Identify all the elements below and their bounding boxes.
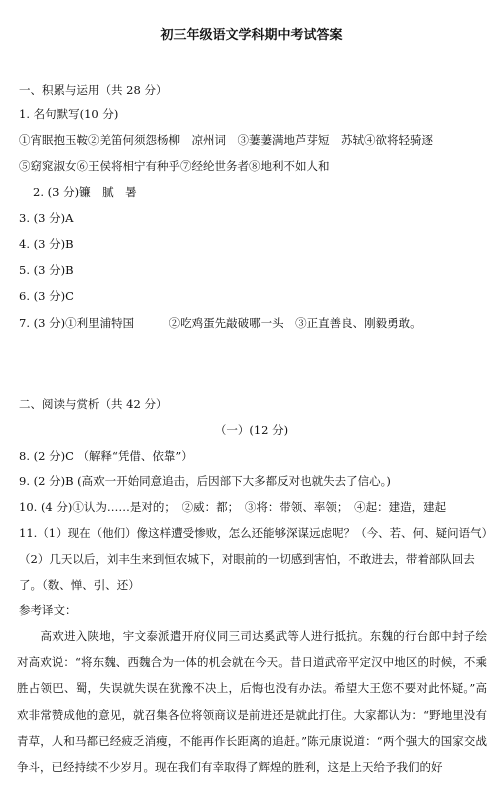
subsection-heading: （一）(12 分) xyxy=(214,423,289,437)
q8-answer: 8. (2 分)C （解释“凭借、依靠”） xyxy=(19,449,193,463)
q1-answer-line2: ⑤窈窕淑女⑥王侯将相宁有种乎⑦经纶世务者⑧地利不如人和 xyxy=(19,159,330,173)
reference-translation-text: 高欢进入陕地，宇文泰派遣开府仪同三司达奚武等人进行抵抗。东魏的行台郎中封子绘对高欢说：“将东魏、西魏合为一体的机会就在今天。昔日道武帝平定汉中地区的时候，不乘胜占领巴、蜀，失误就失误在犹豫不决上，后悔也没有办法。希望大王您不要对此怀疑。”高欢非常赞成他的意见，就召集各位将领商议是前进还是就此打住。大家都认为：“野地里没有青草，人和马都已经疲乏消瘦，不能再作长距离的追赶。”陈元康说道：“两个强大的国家交战争斗，已经持续不少岁月。现在我们有幸取得了辉煌的胜利，这是上天给予我们的好 xyxy=(17,629,487,775)
section1-heading: 一、积累与运用（共 28 分） xyxy=(19,83,168,97)
q7-answer: 7. (3 分)①利里浦特国 ②吃鸡蛋先敲破哪一头 ③正直善良、刚毅勇敢。 xyxy=(19,316,422,330)
q4-answer: 4. (3 分)B xyxy=(19,237,74,251)
q2-answer: 2. (3 分)镰 腻 暑 xyxy=(33,185,137,199)
section2-heading: 二、阅读与赏析（共 42 分） xyxy=(19,397,168,411)
q9-answer: 9. (2 分)B (高欢一开始同意追击，后因部下大多都反对也就失去了信心。) xyxy=(19,474,391,488)
q6-answer: 6. (3 分)C xyxy=(19,289,74,303)
q10-answer: 10. (4 分)①认为……是对的； ②威：都； ③将：带领、率领； ④起：建造，建起 xyxy=(19,500,447,514)
page-title: 初三年级语文学科期中考试答案 xyxy=(160,28,343,43)
reference-translation-label: 参考译文： xyxy=(19,603,77,617)
q1-answer-line1: ①宵眠抱玉鞍②羌笛何须怨杨柳 凉州词 ③萋萋满地芦芽短 苏轼④欲将轻骑逐 xyxy=(19,133,433,147)
q3-answer: 3. (3 分)A xyxy=(19,211,74,225)
q1-label: 1. 名句默写(10 分) xyxy=(19,107,119,121)
q11-answer-2: （2）几天以后，刘丰生来到恒农城下，对眼前的一切感到害怕，不敢进去，带着部队回去 xyxy=(19,552,475,566)
q5-answer: 5. (3 分)B xyxy=(19,263,74,277)
q11-answer-3: 了。（数、惮、引、还） xyxy=(19,578,140,592)
q11-answer-1: 11.（1）现在（他们）像这样遭受惨败，怎么还能够深谋远虑呢？（今、若、何、疑问语气） xyxy=(19,526,494,540)
